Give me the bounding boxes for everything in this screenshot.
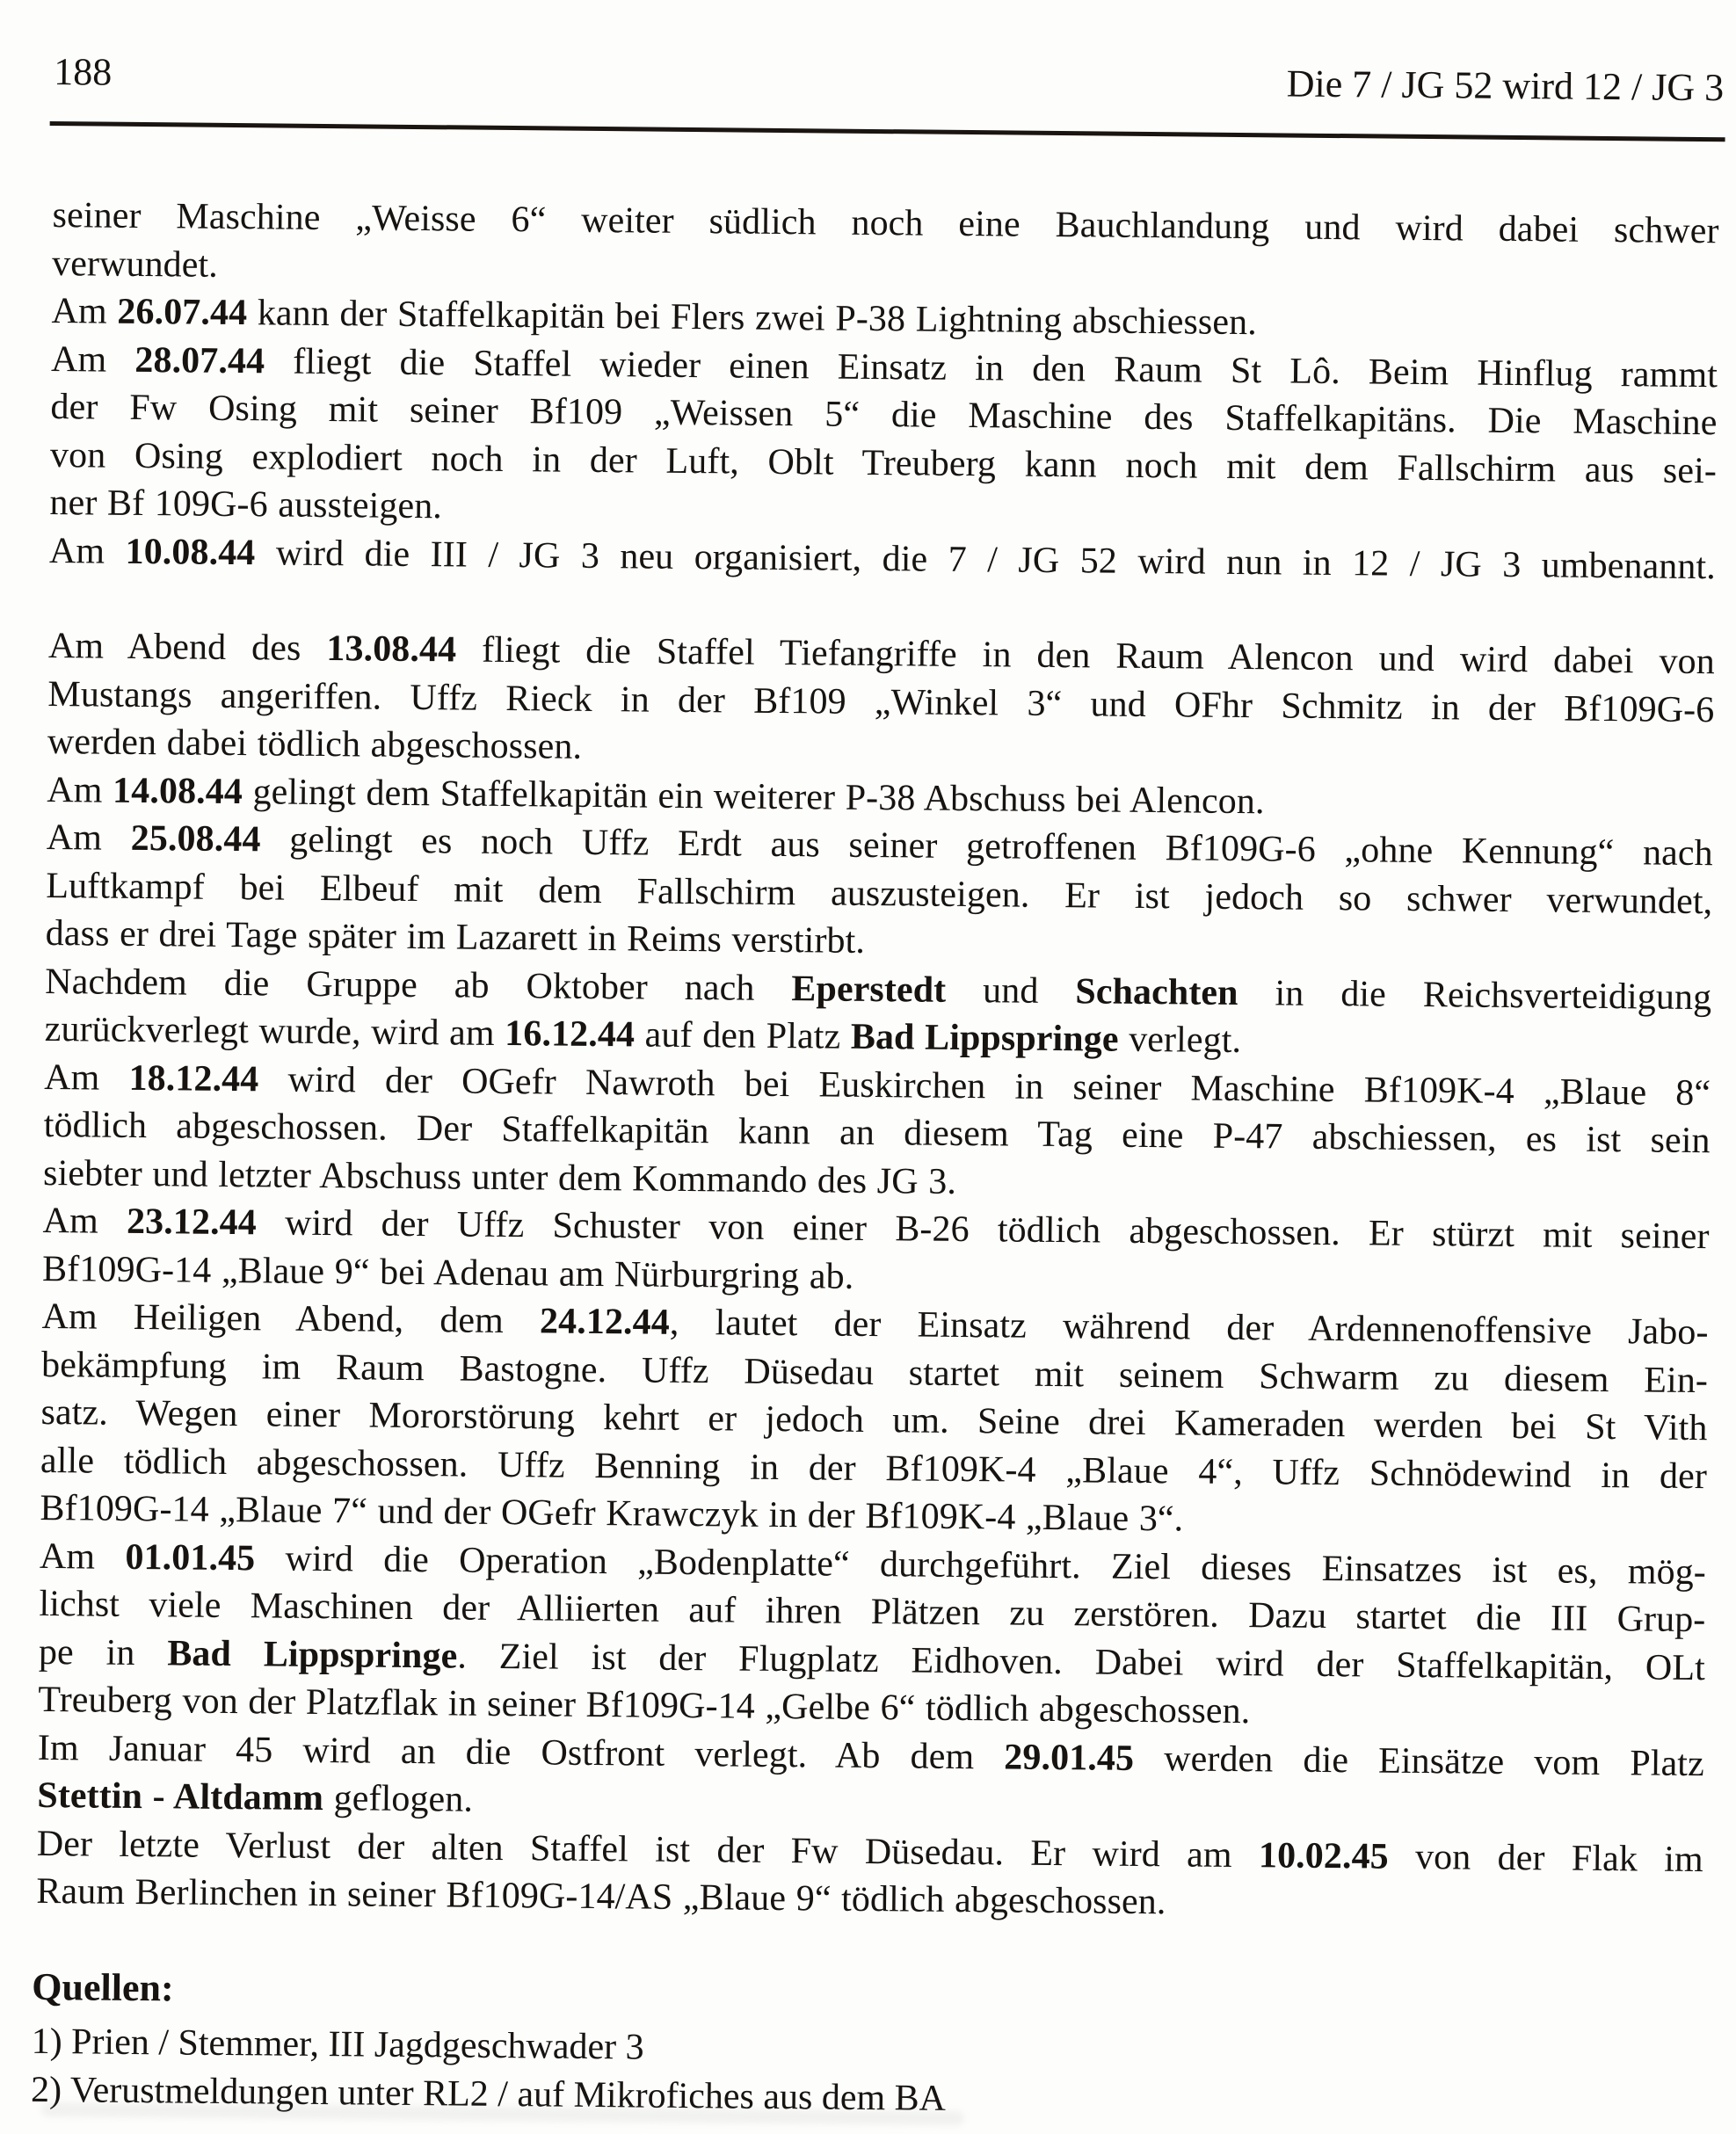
text-line: Im Januar 45 wird an die Ostfront verlegt. Ab dem 29.01.45 werden die Einsätze vom Platz <box>37 1727 1705 1784</box>
source-item-1: 1) Prien / Stemmer, III Jagdgeschwader 3 <box>31 2021 644 2068</box>
text-line: Luftkampf bei Elbeuf mit dem Fallschirm auszusteigen. Er ist jedoch so schwer verwundet, <box>46 865 1713 922</box>
text-line: Am 10.08.44 wird die III / JG 3 neu organisiert, die 7 / JG 52 wird nun in 12 / JG 3 umbenannt. <box>48 530 1717 587</box>
running-title: Die 7 / JG 52 wird 12 / JG 3 <box>1286 62 1725 110</box>
page-header <box>54 49 1724 111</box>
text-line: verwundet. <box>51 243 219 286</box>
text-line: dass er drei Tage später im Lazarett in Reims verstirbt. <box>45 912 866 962</box>
text-line: Treuberg von der Platzflak in seiner Bf109G-14 „Gelbe 6“ tödlich abgeschossen. <box>38 1679 1251 1732</box>
sources-heading: Quellen: <box>32 1964 174 2010</box>
text-line: Am 26.07.44 kann der Staffelkapitän bei Flers zwei P-38 Lightning abschiessen. <box>51 291 1258 344</box>
text-line: bekämpfung im Raum Bastogne. Uffz Düsedau startet mit seinem Schwarm zu diesem Ein- <box>40 1344 1709 1401</box>
source-item-2: 2) Verustmeldungen unter RL2 / auf Mikrofiches aus dem BA <box>30 2069 947 2119</box>
text-line: von Osing explodiert noch in der Luft, Oblt Treuberg kann noch mit dem Fallschirm aus sei- <box>49 434 1718 491</box>
text-line: Am Heiligen Abend, dem 24.12.44, lautet der Einsatz während der Ardennenoffensive Jabo- <box>41 1296 1709 1354</box>
text-line: pe in Bad Lippspringe. Ziel ist der Flugplatz Eidhoven. Dabei wird der Staffelkapitän, OLt <box>38 1631 1706 1688</box>
text-line: satz. Wegen einer Mororstörung kehrt er jedoch um. Seine drei Kameraden werden bei St Vith <box>40 1391 1708 1449</box>
text-line: werden dabei tödlich abgeschossen. <box>47 721 583 767</box>
text-line: alle tödlich abgeschossen. Uffz Benning in der Bf109K-4 „Blaue 4“, Uffz Schnödewind in der <box>40 1440 1708 1497</box>
text-line: Mustangs angeriffen. Uffz Rieck in der Bf109 „Winkel 3“ und OFhr Schmitz in der Bf109G-6 <box>47 673 1715 730</box>
text-line: Am 28.07.44 fliegt die Staffel wieder einen Einsatz in den Raum St Lô. Beim Hinflug rammt <box>50 338 1718 396</box>
header-rule <box>50 121 1725 142</box>
text-line: der Fw Osing mit seiner Bf109 „Weissen 5“ die Maschine des Staffelkapitäns. Die Maschine <box>50 386 1718 444</box>
text-line: Am 14.08.44 gelingt dem Staffelkapitän ein weiterer P-38 Abschuss bei Alencon. <box>47 769 1265 822</box>
text-line: Bf109G-14 „Blaue 7“ und der OGefr Krawczyk in der Bf109K-4 „Blaue 3“. <box>40 1487 1184 1540</box>
text-line: tödlich abgeschossen. Der Staffelkapitän kann an diesem Tag eine P-47 abschiessen, es ist sein <box>43 1104 1711 1162</box>
text-line: Stettin - Altdamm geflogen. <box>37 1775 474 1820</box>
text-line: Am 23.12.44 wird der Uffz Schuster von einer B-26 tödlich abgeschossen. Er stürzt mit seiner <box>42 1200 1710 1258</box>
body-text <box>36 192 1719 1932</box>
page-number: 188 <box>53 50 113 94</box>
text-line: lichst viele Maschinen der Alliierten auf ihren Plätzen zu zerstören. Dazu startet die III Grup- <box>39 1583 1706 1641</box>
text-line: Nachdem die Gruppe ab Oktober nach Eperstedt und Schachten in die Reichsverteidigung <box>45 961 1712 1018</box>
text-line: ner Bf 109G-6 aussteigen. <box>49 482 443 527</box>
text-line: zurückverlegt wurde, wird am 16.12.44 auf den Platz Bad Lippspringe verlegt. <box>44 1008 1242 1062</box>
text-line: Der letzte Verlust der alten Staffel ist der Fw Düsedau. Er wird am 10.02.45 von der Flak im <box>36 1823 1703 1880</box>
text-line: Am 01.01.45 wird die Operation „Bodenplatte“ durchgeführt. Ziel dieses Einsatzes ist es, mög- <box>39 1535 1707 1593</box>
text-line: Bf109G-14 „Blaue 9“ bei Adenau am Nürburgring ab. <box>41 1248 854 1297</box>
text-line: seiner Maschine „Weisse 6“ weiter südlich noch eine Bauchlandung und wird dabei schwer <box>52 195 1719 252</box>
text-line: siebter und letzter Abschuss unter dem Kommando des JG 3. <box>42 1152 957 1202</box>
text-line: Am Abend des 13.08.44 fliegt die Staffel Tiefangriffe in den Raum Alencon und wird dabei von <box>47 625 1716 683</box>
text-line: Am 25.08.44 gelingt es noch Uffz Erdt aus seiner getroffenen Bf109G-6 „ohne Kennung“ nach <box>46 817 1713 875</box>
text-line: Am 18.12.44 wird der OGefr Nawroth bei Euskirchen in seiner Maschine Bf109K-4 „Blaue 8“ <box>44 1056 1711 1114</box>
text-line: Raum Berlinchen in seiner Bf109G-14/AS „Blaue 9“ tödlich abgeschossen. <box>36 1870 1166 1923</box>
